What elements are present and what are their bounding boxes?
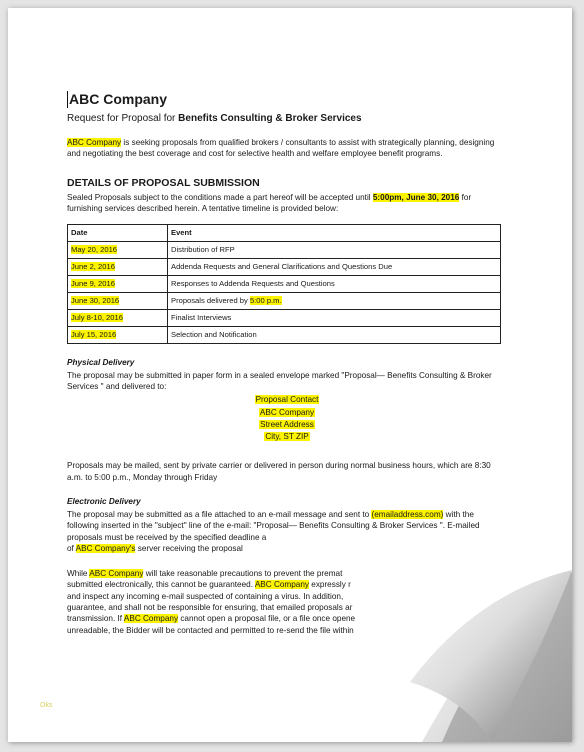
table-row <box>68 292 501 309</box>
timeline-event: Addenda Requests and General Clarifications and Questions Due <box>168 258 501 275</box>
timeline-date: May 20, 2016 <box>71 245 118 255</box>
email-address-highlight: (emailaddress.com) <box>371 510 444 520</box>
mail-delivery-text: Proposals may be mailed, sent by private carrier or delivered in person during normal business hours, which are 8:30 a.m. to 5:00 p.m., Monday through Friday <box>67 461 491 482</box>
while-text-5: and inspect any incoming e-mail suspected of containing a virus. In addition, <box>67 591 344 601</box>
while-text-7: transmission. If <box>67 614 124 624</box>
electronic-text-1: The proposal may be submitted as a file attached to an e-mail message and sent to <box>67 510 372 520</box>
timeline-event: Finalist Interviews <box>168 309 501 326</box>
timeline-date-cell <box>68 241 168 258</box>
details-heading: DETAILS OF PROPOSAL SUBMISSION <box>67 176 260 189</box>
address-line-text: ABC Company <box>259 407 315 417</box>
address-line <box>67 419 507 431</box>
table-row <box>68 275 501 292</box>
timeline-header-date: Date <box>68 224 168 241</box>
intro-text: is seeking proposals from qualified brokers / consultants to assist with strategically planning, designing and negotiating the best coverage and cost for selective health and welfare employee benefit programs. <box>67 138 495 159</box>
timeline-event: Responses to Addenda Requests and Questions <box>168 275 501 292</box>
timeline-date-cell <box>68 258 168 275</box>
while-company-highlight-2: ABC Company <box>254 580 309 590</box>
details-text-2: for furnishing services described herein. A tentative timeline is provided below: <box>67 192 472 214</box>
intro-paragraph <box>67 137 507 160</box>
timeline-date: June 2, 2016 <box>71 262 115 272</box>
timeline-date: June 9, 2016 <box>71 279 115 289</box>
timeline-date: July 15, 2016 <box>71 330 117 340</box>
subtitle-service: Benefits Consulting & Broker Services <box>178 113 362 124</box>
details-deadline-highlight: 5:00pm, June 30, 2016 <box>372 192 460 202</box>
timeline-date-cell <box>68 326 168 343</box>
physical-delivery-text: The proposal may be submitted in paper form in a sealed envelope marked "Proposal— Benefits Consulting & Broker Services " and delivered to: <box>67 370 492 392</box>
timeline-event: Proposals delivered by <box>171 296 250 306</box>
electronic-text-2: with the following inserted in the "subject" line of the e-mail: "Proposal— Benefits Consulting & Broker Services ". E-mailed proposals must be received by the specified deadline a <box>67 510 480 542</box>
address-line <box>67 407 507 419</box>
while-text-1: While <box>67 568 90 578</box>
electronic-text-3: of <box>67 544 76 554</box>
details-text-1: Sealed Proposals subject to the conditions made a part hereof will be accepted until <box>67 192 373 202</box>
table-row <box>68 326 501 343</box>
timeline-table <box>67 224 501 344</box>
subtitle-prefix: Request for Proposal for <box>67 113 179 124</box>
timeline-date-cell <box>68 309 168 326</box>
while-company-highlight: ABC Company <box>89 568 144 578</box>
while-text-4: expressly r <box>308 580 351 590</box>
table-row <box>68 241 501 258</box>
while-text-2: will take reasonable precautions to prevent the premat <box>143 568 343 578</box>
while-text-6: guarantee, and shall not be responsible for ensuring, that emailed proposals ar <box>67 602 353 612</box>
physical-delivery-heading: Physical Delivery <box>67 357 135 367</box>
table-row <box>68 258 501 275</box>
document-subtitle <box>67 112 507 125</box>
company-title: ABC Company <box>67 91 507 108</box>
address-line-text: Street Address <box>260 419 314 429</box>
timeline-event-time-highlight: 5:00 p.m. <box>249 296 282 306</box>
timeline-event: Distribution of RFP <box>168 241 501 258</box>
while-text-3: submitted electronically, this cannot be guaranteed. <box>67 580 255 590</box>
address-block <box>67 394 507 443</box>
address-line-text: City, ST ZIP <box>265 432 309 442</box>
while-text-8: cannot open a proposal file, or a file once opene <box>178 614 356 624</box>
electronic-delivery-heading: Electronic Delivery <box>67 497 141 507</box>
electronic-text-4: server receiving the proposal <box>135 544 243 554</box>
timeline-date: July 8-10, 2016 <box>71 313 123 323</box>
table-row <box>68 309 501 326</box>
timeline-date: June 30, 2016 <box>71 296 120 306</box>
intro-company-highlight: ABC Company <box>67 138 122 147</box>
while-company-highlight-3: ABC Company <box>123 614 179 624</box>
timeline-event-cell <box>168 292 501 309</box>
details-paragraph <box>67 192 507 215</box>
timeline-header-event: Event <box>168 224 501 241</box>
page-curl-icon <box>352 542 572 742</box>
document-page <box>8 8 572 742</box>
timeline-event: Selection and Notification <box>168 326 501 343</box>
timeline-date-cell <box>68 275 168 292</box>
timeline-header-row <box>68 224 501 241</box>
address-line <box>67 394 507 406</box>
timeline-date-cell <box>68 292 168 309</box>
while-text-9: unreadable, the Bidder will be contacted and permitted to re-send the file within <box>67 625 354 635</box>
address-line <box>67 431 507 443</box>
address-line-text: Proposal Contact <box>255 395 319 405</box>
bottom-note: Oks <box>40 702 53 709</box>
electronic-company-highlight: ABC Company's <box>75 544 136 554</box>
